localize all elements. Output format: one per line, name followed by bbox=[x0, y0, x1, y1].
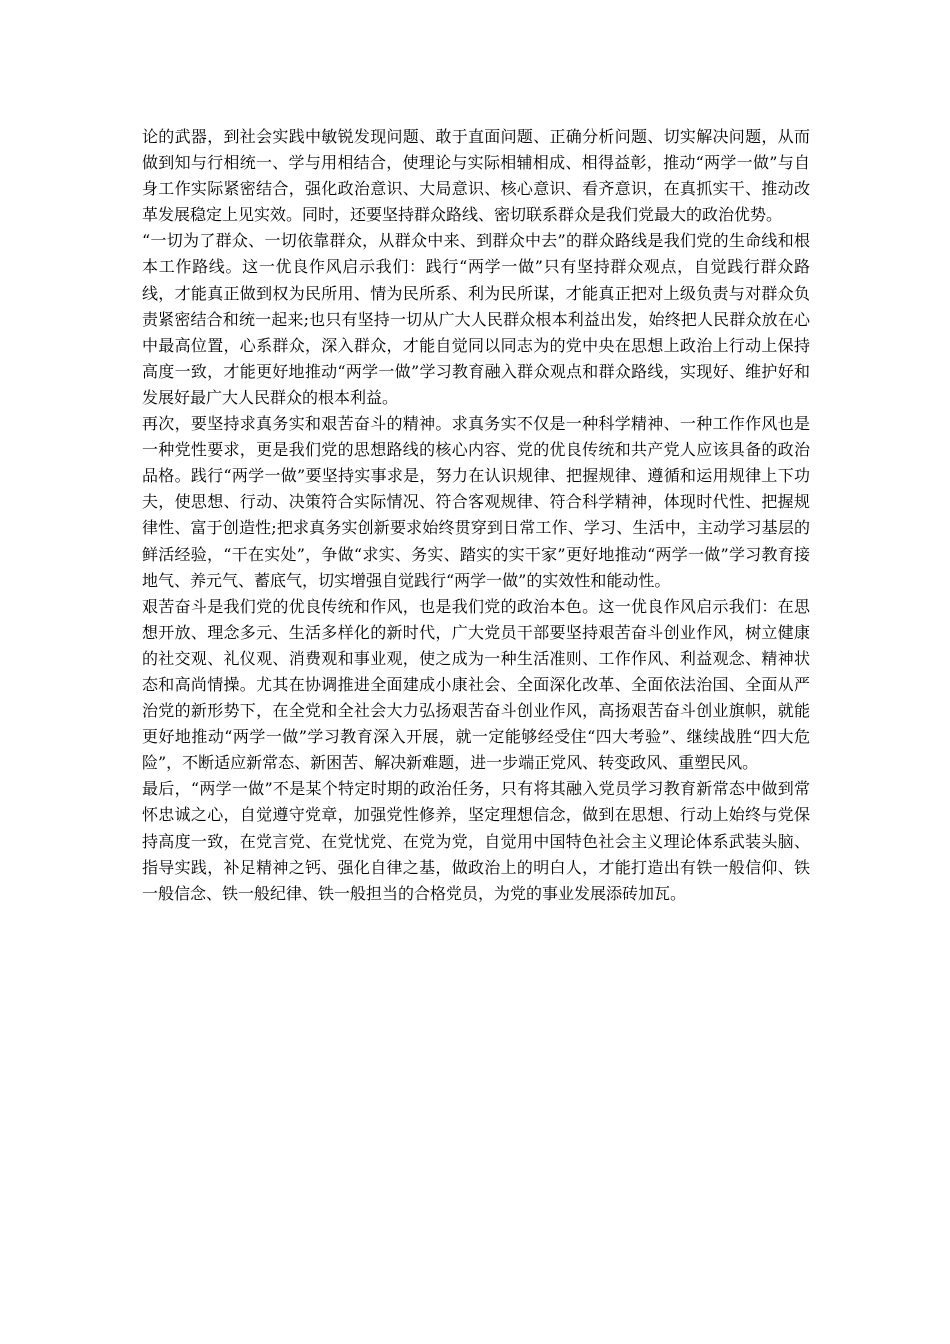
paragraph-mass-line: “一切为了群众、一切依靠群众，从群众中来、到群众中去”的群众路线是我们党的生命线和根本工作路线。这一优良作风启示我们：践行“两学一做”只有坚持群众观点，自觉践行群众路线，才能真正做到权为民所用、情为民所系、利为民所谋，才能真正把对上级负责与对群众负责紧密结合和统一起来;也只有坚持一切从广大人民群众根本利益出发，始终把人民群众放在心中最高位置，心系群众，深入群众，才能自觉同以同志为的党中央在思想上政治上行动上保持高度一致，才能更好地推动“两学一做”学习教育融入群众观点和群众路线，实现好、维护好和发展好最广大人民群众的根本利益。 bbox=[142, 231, 810, 407]
paragraph-conclusion: 最后，“两学一做”不是某个特定时期的政治任务，只有将其融入党员学习教育新常态中做到常怀忠诚之心，自觉遵守党章，加强党性修养，坚定理想信念，做到在思想、行动上始终与党保持高度一致，在党言党、在党忧党、在党为党，自觉用中国特色社会主义理论体系武装头脑、指导实践，补足精神之钙、强化自律之基，做政治上的明白人，才能打造出有铁一般信仰、铁一般信念、铁一般纪律、铁一般担当的合格党员，为党的事业发展添砖加瓦。 bbox=[142, 779, 810, 903]
paragraph-seek-truth: 再次，要坚持求真务实和艰苦奋斗的精神。求真务实不仅是一种科学精神、一种工作作风也是一种党性要求，更是我们党的思想路线的核心内容、党的优良传统和共产党人应该具备的政治品格。践行“两学一做”要坚持实事求是，努力在认识规律、把握规律、遵循和运用规律上下功夫，使思想、行动、决策符合实际情况、符合客观规律、符合科学精神，体现时代性、把握规律性、富于创造性;把求真务实创新要求始终贯穿到日常工作、学习、生活中，主动学习基层的鲜活经验，“干在实处”，争做“求实、务实、踏实的实干家”更好地推动“两学一做”学习教育接地气、养元气、蓄底气，切实增强自觉践行“两学一做”的实效性和能动性。 bbox=[142, 414, 810, 590]
paragraph-continuation: 论的武器，到社会实践中敏锐发现问题、敢于直面问题、正确分析问题、切实解决问题，从而做到知与行相统一、学与用相结合，使理论与实际相辅相成、相得益彰，推动“两学一做”与自身工作实际紧密结合，强化政治意识、大局意识、核心意识、看齐意识，在真抓实干、推动改革发展稳定上见实效。同时，还要坚持群众路线、密切联系群众是我们党最大的政治优势。 bbox=[142, 127, 810, 225]
paragraph-hard-work: 艰苦奋斗是我们党的优良传统和作风，也是我们党的政治本色。这一优良作风启示我们：在思想开放、理念多元、生活多样化的新时代，广大党员干部要坚持艰苦奋斗创业作风，树立健康的社交观、礼仪观、消费观和事业观，使之成为一种生活准则、工作作风、利益观念、精神状态和高尚情操。尤其在协调推进全面建成小康社会、全面深化改革、全面依法治国、全面从严治党的新形势下，在全党和全社会大力弘扬艰苦奋斗创业作风，高扬艰苦奋斗创业旗帜，就能更好地推动“两学一做”学习教育深入开展，就一定能够经受住“四大考验”、继续战胜“四大危险”，不断适应新常态、新困苦、解决新难题，进一步端正党风、转变政风、重塑民风。 bbox=[142, 596, 810, 773]
document-body bbox=[142, 124, 810, 907]
